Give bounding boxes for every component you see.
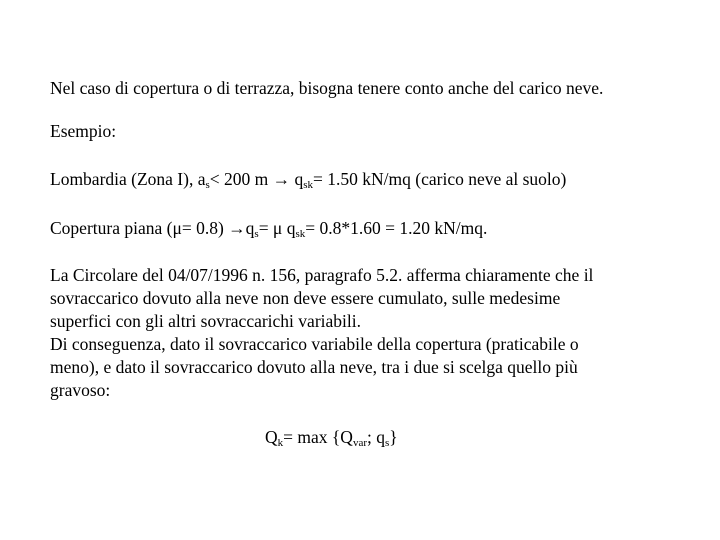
subscript: s [205, 179, 210, 191]
formula-part: = max {Q [283, 426, 353, 447]
subscript: s [254, 228, 259, 240]
snow-load-line-part: < 200 m → q [209, 169, 304, 189]
paragraph-line: gravoso: [50, 380, 111, 400]
subscript: sk [295, 228, 306, 240]
paragraph-line: sovraccarico dovuto alla neve non deve essere cumulato, sulle medesime [50, 288, 561, 308]
subscript: s [384, 436, 390, 449]
flat-roof-line [50, 217, 487, 246]
max-formula [265, 426, 398, 455]
snow-load-line [50, 168, 566, 197]
paragraph-line: superfici con gli altri sovraccarichi variabili. [50, 311, 361, 331]
snow-load-line-part: Lombardia (Zona I), a [50, 169, 206, 189]
formula-part: ; q [366, 426, 385, 447]
flat-roof-line-part: Copertura piana (μ= 0.8) →q [50, 218, 255, 238]
flat-roof-line-part: = μ q [258, 218, 296, 238]
intro-text: Nel caso di copertura o di terrazza, bisogna tenere conto anche del carico neve. [50, 78, 604, 98]
circular-paragraph [50, 264, 690, 402]
subscript: sk [303, 179, 314, 191]
subscript: var [352, 436, 367, 449]
formula-part: } [389, 426, 398, 447]
formula-part: Q [265, 426, 278, 447]
flat-roof-line-part: = 0.8*1.60 = 1.20 kN/mq. [305, 218, 488, 238]
paragraph-line: La Circolare del 04/07/1996 n. 156, paragrafo 5.2. afferma chiaramente che il [50, 265, 594, 285]
paragraph-line: Di conseguenza, dato il sovraccarico variabile della copertura (praticabile o [50, 334, 579, 354]
example-label: Esempio: [50, 121, 117, 141]
subscript: k [277, 436, 284, 449]
paragraph-line: meno), e dato il sovraccarico dovuto alla neve, tra i due si scelga quello più [50, 357, 578, 377]
snow-load-line-part: = 1.50 kN/mq (carico neve al suolo) [313, 169, 567, 189]
